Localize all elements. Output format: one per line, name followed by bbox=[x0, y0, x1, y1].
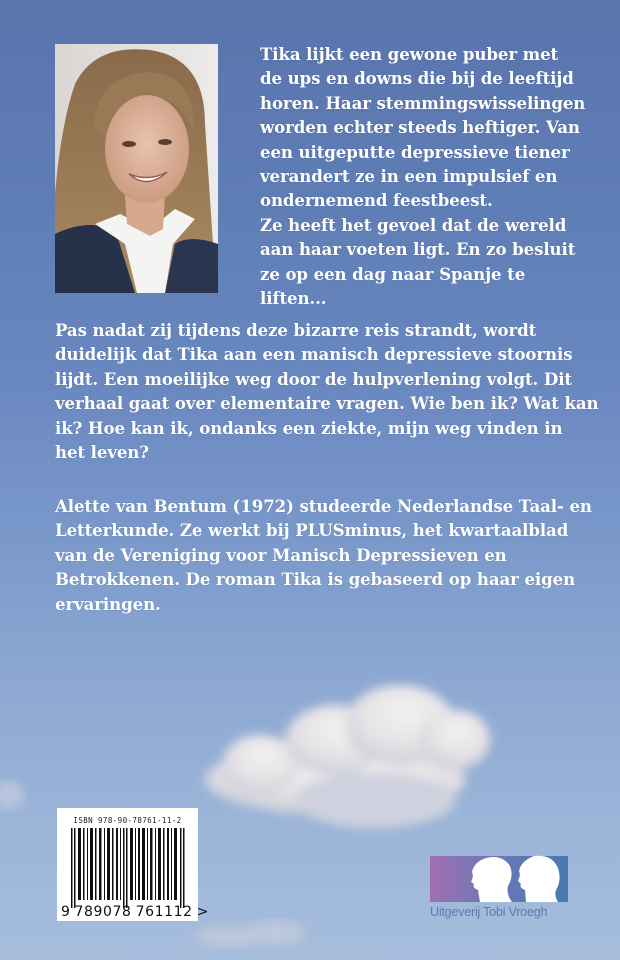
cloud-image bbox=[185, 670, 505, 850]
blurb-line: verhaal gaat over elementaire vragen. Wie ben ik? Wat kan bbox=[55, 393, 599, 414]
blurb-line: ze op een dag naar Spanje te bbox=[260, 263, 526, 284]
isbn-barcode bbox=[57, 808, 209, 921]
blurb-line: Pas nadat zij tijdens deze bizarre reis strandt, wordt bbox=[55, 320, 537, 340]
blurb-line: het leven? bbox=[55, 442, 149, 463]
barcode-digits-group-1: 789078 bbox=[74, 904, 132, 920]
blurb-paragraph-1 bbox=[260, 42, 610, 310]
author-portrait-image bbox=[55, 44, 218, 293]
publisher-name: Uitgeverij Tobi Vroegh bbox=[430, 905, 548, 919]
blurb-line: ondernemend feestbeest. bbox=[260, 190, 493, 211]
blurb-line: Tika lijkt een gewone puber met bbox=[260, 44, 559, 64]
barcode-digits bbox=[61, 904, 209, 920]
barcode-digit-first: 9 bbox=[61, 904, 71, 920]
author-bio bbox=[55, 494, 615, 616]
barcode-arrow: > bbox=[196, 904, 209, 920]
blurb-line: de ups en downs die bij de leeftijd bbox=[260, 68, 574, 89]
bio-line: Alette van Bentum (1972) studeerde Nederlandse Taal- en bbox=[55, 496, 592, 516]
bio-line: ervaringen. bbox=[55, 593, 161, 614]
publisher-logo bbox=[430, 852, 568, 919]
blurb-line: worden echter steeds heftiger. Van bbox=[260, 117, 580, 138]
two-profile-silhouettes-icon bbox=[430, 852, 568, 902]
left-cloud-image bbox=[0, 770, 40, 820]
barcode-bars-icon bbox=[71, 828, 186, 908]
blurb-line: verandert ze in een impulsief en bbox=[260, 166, 558, 187]
bio-line: Betrokkenen. De roman Tika is gebaseerd op haar eigen bbox=[55, 569, 576, 590]
author-photo bbox=[55, 44, 218, 293]
blurb-line: horen. Haar stemmingswisselingen bbox=[260, 92, 586, 113]
bio-line: Letterkunde. Ze werkt bij PLUSminus, het kwartaalblad bbox=[55, 520, 569, 541]
blurb-line: aan haar voeten ligt. En zo besluit bbox=[260, 239, 576, 260]
isbn-label: ISBN 978-90-78761-11-2 bbox=[73, 816, 182, 825]
bio-line: van de Vereniging voor Manisch Depressieven en bbox=[55, 544, 507, 565]
blurb-line: Ze heeft het gevoel dat de wereld bbox=[260, 214, 567, 235]
blurb-line: liften... bbox=[260, 288, 327, 309]
blurb-line: ik? Hoe kan ik, ondanks een ziekte, mijn weg vinden in bbox=[55, 417, 563, 438]
blurb-line: duidelijk dat Tika aan een manisch depressieve stoornis bbox=[55, 344, 573, 365]
barcode-digits-group-2: 761112 bbox=[135, 904, 193, 920]
blurb-paragraph-2 bbox=[55, 318, 615, 464]
faint-cloud-image bbox=[185, 915, 325, 960]
blurb-line: een uitgeputte depressieve tiener bbox=[260, 141, 570, 162]
blurb-line: lijdt. Een moeilijke weg door de hulpverlening volgt. Dit bbox=[55, 368, 572, 389]
